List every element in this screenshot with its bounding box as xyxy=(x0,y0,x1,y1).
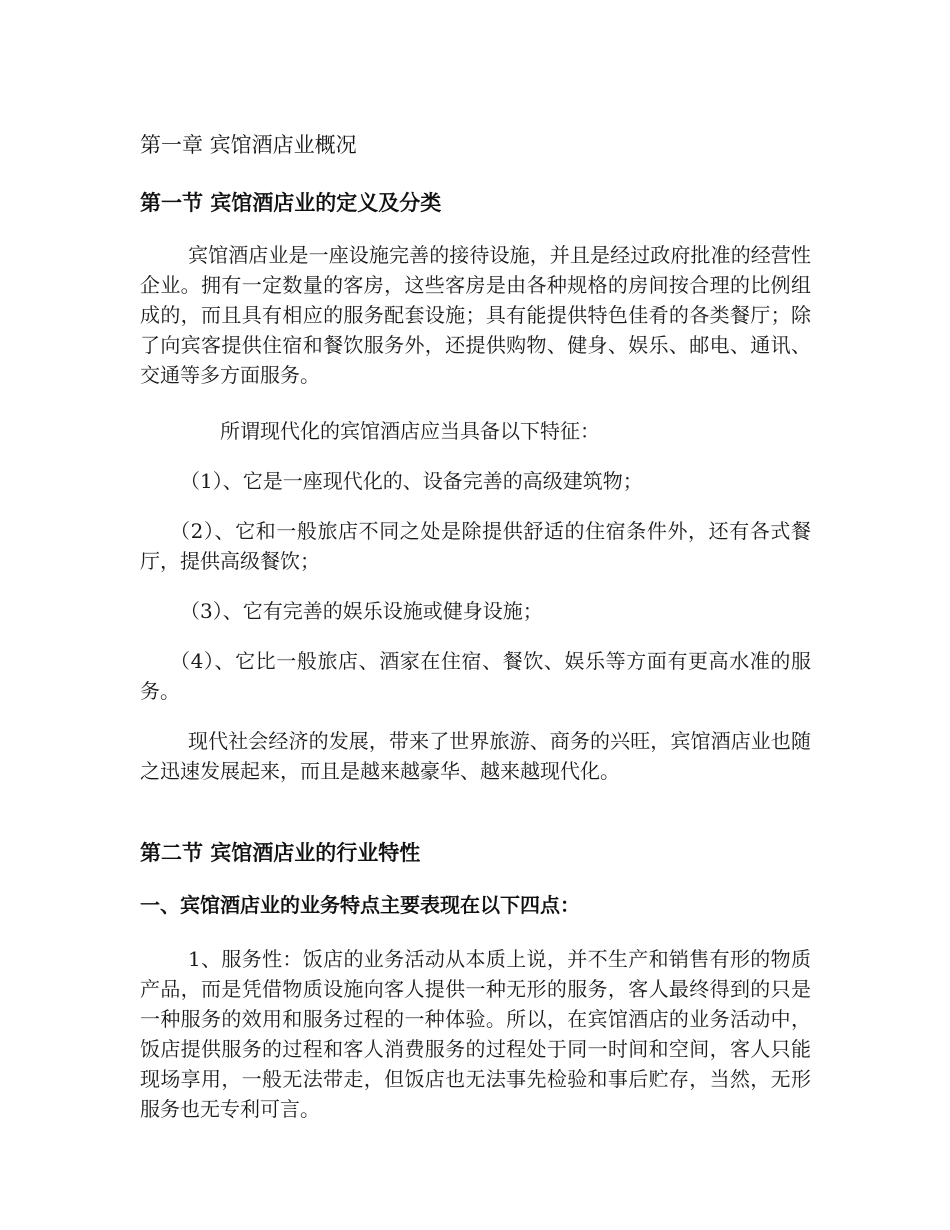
feature-item-2: （2）、它和一般旅店不同之处是除提供舒适的住宿条件外，还有各式餐厅，提供高级餐饮； xyxy=(140,519,811,573)
chapter-title: 第一章 宾馆酒店业概况 xyxy=(140,133,357,157)
feature-item-1: （1）、它是一座现代化的、设备完善的高级建筑物； xyxy=(180,469,643,493)
features-lead-paragraph: 所谓现代化的宾馆酒店应当具备以下特征： xyxy=(220,419,600,443)
section-2-title: 第二节 宾馆酒店业的行业特性 xyxy=(140,841,421,865)
document-body xyxy=(140,130,811,1124)
section-1-intro-paragraph: 宾馆酒店业是一座设施完善的接待设施，并且是经过政府批准的经营性企业。拥有一定数量的客房，这些客房是由各种规格的房间按合理的比例组成的，而且具有相应的服务配套设施；具有能提供特色佳肴的各类餐厅；除了向宾客提供住宿和餐饮服务外，还提供购物、健身、娱乐、邮电、通讯、交通等多方面服务。 xyxy=(140,243,811,387)
feature-item-4: （4）、它比一般旅店、酒家在住宿、餐饮、娱乐等方面有更高水准的服务。 xyxy=(140,649,811,703)
section-1-title: 第一节 宾馆酒店业的定义及分类 xyxy=(140,191,442,215)
feature-item-3: （3）、它有完善的娱乐设施或健身设施； xyxy=(180,599,543,623)
service-point-paragraph: 1、服务性：饭店的业务活动从本质上说，并不生产和销售有形的物质产品，而是凭借物质设施向客人提供一种无形的服务，客人最终得到的只是一种服务的效用和服务过程的一种体验。所以，在宾馆酒店的业务活动中，饭店提供服务的过程和客人消费服务的过程处于同一时间和空间，客人只能现场享用，一般无法带走，但饭店也无法事先检验和事后贮存，当然，无形服务也无专利可言。 xyxy=(140,947,811,1121)
section-2-subtitle: 一、宾馆酒店业的业务特点主要表现在以下四点： xyxy=(140,893,580,917)
section-1-closing-paragraph: 现代社会经济的发展，带来了世界旅游、商务的兴旺，宾馆酒店业也随之迅速发展起来，而且是越来越豪华、越来越现代化。 xyxy=(140,729,811,783)
